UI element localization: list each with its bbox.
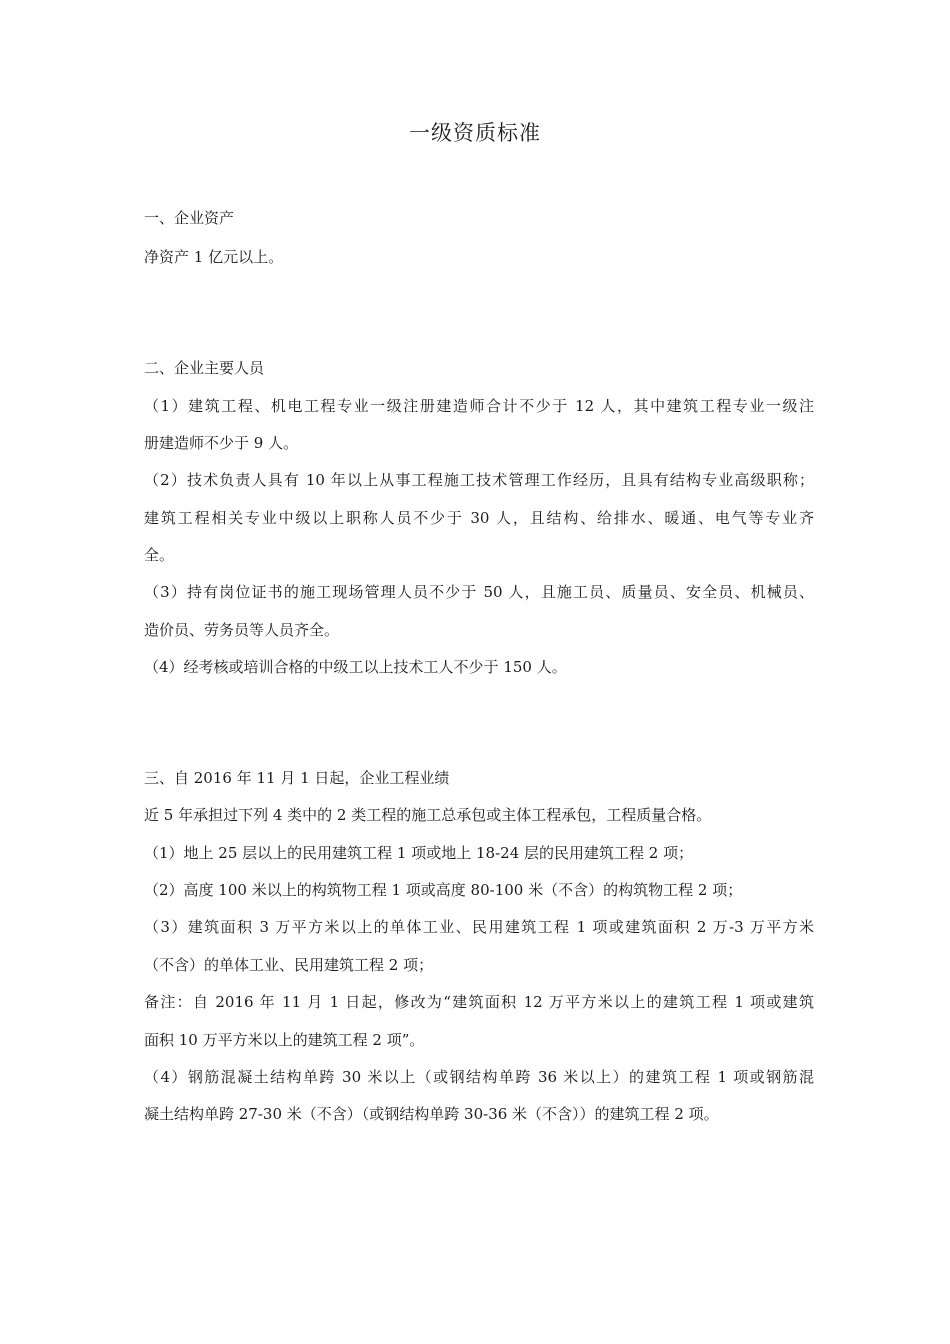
section-3-heading: 三、自 2016 年 11 月 1 日起，企业工程业绩 <box>144 769 450 787</box>
section-2-item-2-line-3: 全。 <box>144 546 175 564</box>
section-2-item-3-line-1: （3）持有岗位证书的施工现场管理人员不少于 50 人，且施工员、质量员、安全员、机械员、 <box>144 583 814 601</box>
section-2-heading: 二、企业主要人员 <box>144 359 265 377</box>
section-2-item-3-line-2: 造价员、劳务员等人员齐全。 <box>144 621 340 639</box>
section-2-item-1-line-2: 册建造师不少于 9 人。 <box>144 434 299 452</box>
section-2-item-2-line-1: （2）技术负责人具有 10 年以上从事工程施工技术管理工作经历，且具有结构专业高级职称； <box>144 471 814 489</box>
section-3-note-line-2: 面积 10 万平方米以上的建筑工程 2 项”。 <box>144 1031 425 1049</box>
section-1-heading: 一、企业资产 <box>144 209 235 227</box>
section-3-item-3-line-1: （3）建筑面积 3 万平方米以上的单体工业、民用建筑工程 1 项或建筑面积 2 万-3 万平方米 <box>144 918 814 936</box>
section-3-item-2: （2）高度 100 米以上的构筑物工程 1 项或高度 80-100 米（不含）的构筑物工程 2 项； <box>144 881 743 899</box>
section-3-item-4-line-2: 凝土结构单跨 27-30 米（不含）（或钢结构单跨 30-36 米（不含））的建筑工程 2 项。 <box>144 1105 719 1123</box>
section-3-item-4-line-1: （4）钢筋混凝土结构单跨 30 米以上（或钢结构单跨 36 米以上）的建筑工程 1 项或钢筋混 <box>144 1068 814 1086</box>
section-3-item-3-line-2: （不含）的单体工业、民用建筑工程 2 项； <box>144 956 434 974</box>
page-title: 一级资质标准 <box>409 121 541 145</box>
section-1-text: 净资产 1 亿元以上。 <box>144 248 284 266</box>
section-2-item-2-line-2: 建筑工程相关专业中级以上职称人员不少于 30 人，且结构、给排水、暖通、电气等专业齐 <box>144 509 814 527</box>
section-3-note-line-1: 备注：自 2016 年 11 月 1 日起，修改为“建筑面积 12 万平方米以上的建筑工程 1 项或建筑 <box>144 993 814 1011</box>
section-2-item-4: （4）经考核或培训合格的中级工以上技术工人不少于 150 人。 <box>144 658 567 676</box>
section-3-intro: 近 5 年承担过下列 4 类中的 2 类工程的施工总承包或主体工程承包，工程质量合格。 <box>144 806 712 824</box>
section-3-item-1: （1）地上 25 层以上的民用建筑工程 1 项或地上 18-24 层的民用建筑工程 2 项； <box>144 844 694 862</box>
section-2-item-1-line-1: （1）建筑工程、机电工程专业一级注册建造师合计不少于 12 人，其中建筑工程专业一级注 <box>144 397 814 415</box>
